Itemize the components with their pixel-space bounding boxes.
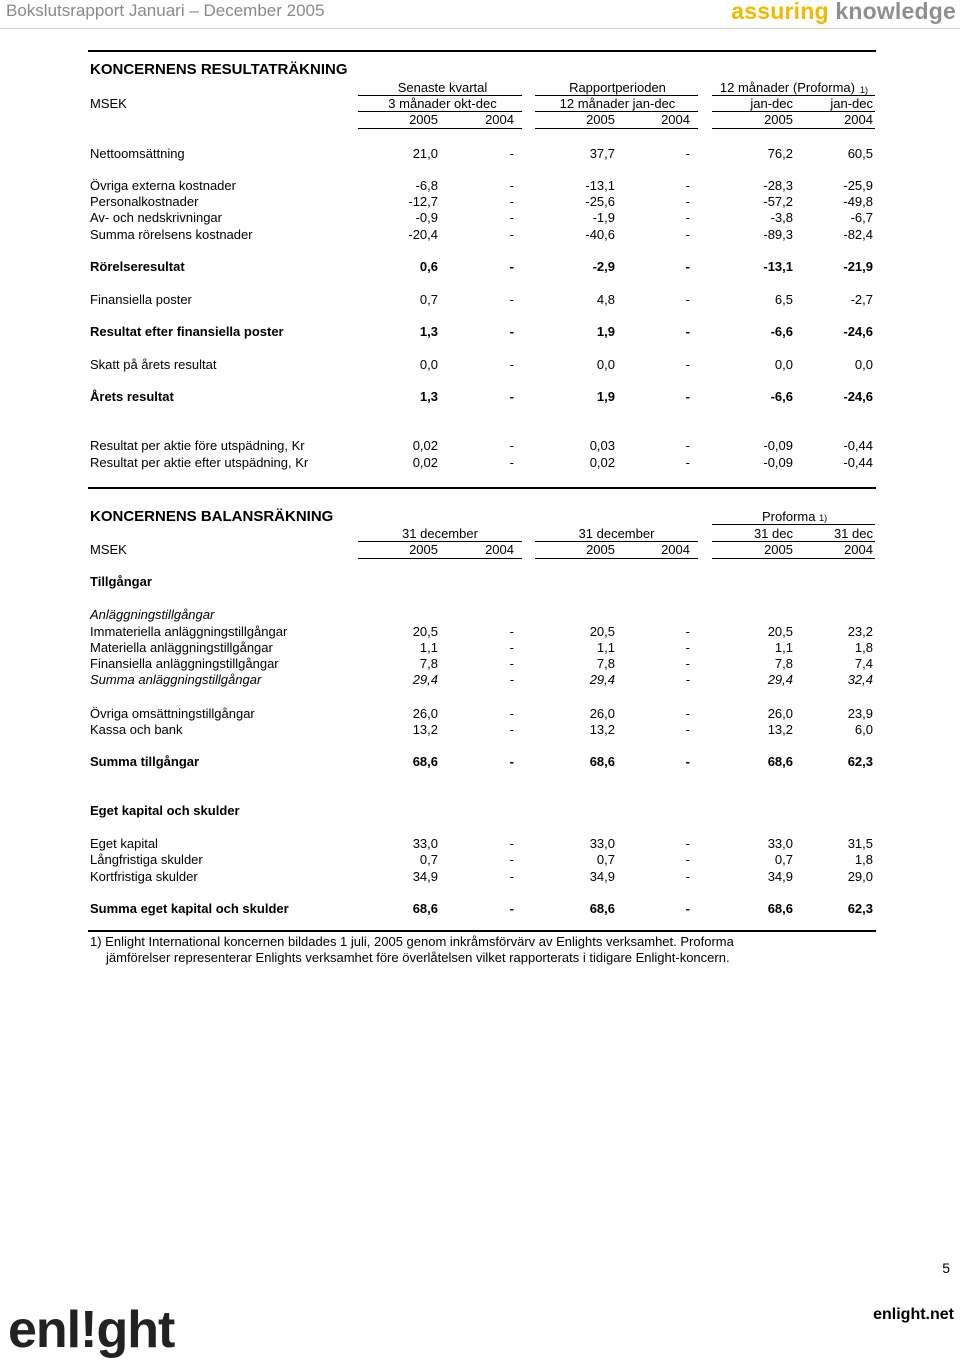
cell-value: 29,0 <box>847 869 873 884</box>
cell-value: 68,6 <box>412 901 438 916</box>
cell-value: - <box>685 722 690 737</box>
cell-value: 0,6 <box>419 259 438 274</box>
row-label: Summa anläggningstillgångar <box>90 672 262 687</box>
cell-value: -2,7 <box>850 292 873 307</box>
page-number: 5 <box>942 1260 950 1276</box>
cell-value: -6,6 <box>770 389 793 404</box>
row-label: Personalkostnader <box>90 194 199 209</box>
row-label: Resultat efter finansiella poster <box>90 324 284 339</box>
cell-value: 33,0 <box>767 836 793 851</box>
cell-value: 20,5 <box>767 624 793 639</box>
cell-value: -2,9 <box>592 259 615 274</box>
cell-value: 23,2 <box>847 624 873 639</box>
cell-value: - <box>685 852 690 867</box>
cell-value: -89,3 <box>763 227 793 242</box>
row-label: Resultat per aktie efter utspädning, Kr <box>90 455 309 470</box>
year-header: 2005 <box>764 112 793 127</box>
cell-value: - <box>509 624 514 639</box>
cell-value: - <box>509 357 514 372</box>
income-top-rule <box>88 50 876 52</box>
income-period-proforma-2004: jan-dec <box>830 96 873 111</box>
row-label: Immateriella anläggningstillgångar <box>90 624 288 639</box>
table-row <box>0 869 960 885</box>
table-row <box>0 389 960 405</box>
cell-value: -25,9 <box>843 178 873 193</box>
income-group-proforma: 12 månader (Proforma) <box>719 80 855 95</box>
year-header: 2005 <box>764 542 793 557</box>
row-label: Resultat per aktie före utspädning, Kr <box>90 438 305 453</box>
row-label: Kortfristiga skulder <box>90 869 198 884</box>
cell-value: 1,1 <box>419 640 438 655</box>
table-row <box>0 178 960 194</box>
cell-value: 76,2 <box>767 146 793 161</box>
table-row <box>0 640 960 656</box>
fixed-assets-heading: Anläggningstillgångar <box>90 607 215 622</box>
cell-value: 68,6 <box>589 901 615 916</box>
cell-value: - <box>509 227 514 242</box>
brand-tagline-first: assuring <box>731 0 829 24</box>
cell-value: -49,8 <box>843 194 873 209</box>
cell-value: 32,4 <box>847 672 873 687</box>
cell-value: 7,8 <box>419 656 438 671</box>
table-row <box>0 754 960 770</box>
cell-value: -6,6 <box>770 324 793 339</box>
cell-value: 68,6 <box>589 754 615 769</box>
cell-value: - <box>685 901 690 916</box>
cell-value: 1,9 <box>596 324 615 339</box>
cell-value: - <box>509 836 514 851</box>
cell-value: 26,0 <box>412 706 438 721</box>
year-header: 2005 <box>409 542 438 557</box>
cell-value: - <box>509 210 514 225</box>
cell-value: 34,9 <box>589 869 615 884</box>
cell-value: 0,0 <box>854 357 873 372</box>
table-row <box>0 624 960 640</box>
cell-value: -12,7 <box>408 194 438 209</box>
cell-value: - <box>509 178 514 193</box>
income-unit: MSEK <box>90 96 127 111</box>
balance-date-period: 31 december <box>578 526 655 541</box>
cell-value: 4,8 <box>596 292 615 307</box>
cell-value: - <box>509 869 514 884</box>
cell-value: 0,02 <box>412 455 438 470</box>
cell-value: - <box>685 754 690 769</box>
cell-value: - <box>509 640 514 655</box>
income-year-rule-3 <box>712 128 875 129</box>
cell-value: - <box>509 292 514 307</box>
year-header: 2004 <box>485 112 514 127</box>
balance-proforma-rule <box>712 524 875 525</box>
cell-value: - <box>509 722 514 737</box>
footnote-line-1: 1) Enlight International koncernen bildades 1 juli, 2005 genom inkråmsförvärv av Enlights verksamhet. Proforma <box>90 934 734 949</box>
cell-value: - <box>509 706 514 721</box>
table-row <box>0 901 960 917</box>
cell-value: -21,9 <box>843 259 873 274</box>
cell-value: - <box>509 438 514 453</box>
row-label: Nettoomsättning <box>90 146 185 161</box>
balance-proforma-text: Proforma <box>762 509 816 524</box>
cell-value: 0,0 <box>419 357 438 372</box>
cell-value: 13,2 <box>767 722 793 737</box>
cell-value: 68,6 <box>412 754 438 769</box>
cell-value: - <box>685 438 690 453</box>
balance-date-proforma-2005: 31 dec <box>753 526 793 541</box>
cell-value: 33,0 <box>589 836 615 851</box>
cell-value: -0,44 <box>843 438 873 453</box>
cell-value: - <box>685 292 690 307</box>
cell-value: 13,2 <box>412 722 438 737</box>
cell-value: - <box>685 194 690 209</box>
cell-value: 1,1 <box>774 640 793 655</box>
cell-value: 7,8 <box>596 656 615 671</box>
cell-value: 7,4 <box>854 656 873 671</box>
table-row <box>0 852 960 868</box>
income-group-footnote-mark: 1) <box>860 85 869 95</box>
cell-value: -6,7 <box>850 210 873 225</box>
cell-value: -3,8 <box>770 210 793 225</box>
year-header: 2005 <box>586 112 615 127</box>
balance-proforma-footnote-mark: 1) <box>819 513 828 523</box>
table-row <box>0 324 960 340</box>
cell-value: - <box>685 227 690 242</box>
balance-date-quarter: 31 december <box>402 526 478 541</box>
cell-value: 1,9 <box>596 389 615 404</box>
cell-value: -13,1 <box>585 178 615 193</box>
cell-value: - <box>685 324 690 339</box>
table-row <box>0 292 960 308</box>
row-label: Kassa och bank <box>90 722 183 737</box>
income-group-period: Rapportperioden <box>569 80 666 95</box>
cell-value: -1,9 <box>592 210 615 225</box>
cell-value: 26,0 <box>767 706 793 721</box>
cell-value: 33,0 <box>412 836 438 851</box>
cell-value: -0,9 <box>415 210 438 225</box>
cell-value: -25,6 <box>585 194 615 209</box>
income-period-quarter: 3 månader okt-dec <box>388 96 497 111</box>
row-label: Av- och nedskrivningar <box>90 210 222 225</box>
cell-value: 0,7 <box>596 852 615 867</box>
row-label: Långfristiga skulder <box>90 852 203 867</box>
cell-value: 20,5 <box>589 624 615 639</box>
enlight-logo: enl!ght <box>8 1301 175 1359</box>
year-header: 2004 <box>661 542 690 557</box>
table-row <box>0 194 960 210</box>
cell-value: - <box>685 146 690 161</box>
row-label: Övriga omsättningstillgångar <box>90 706 255 721</box>
cell-value: - <box>509 901 514 916</box>
income-year-header <box>0 112 960 128</box>
cell-value: -24,6 <box>843 389 873 404</box>
cell-value: - <box>685 455 690 470</box>
cell-value: 20,5 <box>412 624 438 639</box>
footnote-line-2: jämförelser representerar Enlights verksamhet före överlåtelsen vilket rapporterats i tidigare Enlight-koncern. <box>106 950 730 965</box>
equity-heading: Eget kapital och skulder <box>90 803 240 818</box>
balance-year-rule-2 <box>535 558 698 559</box>
balance-date-proforma-2004: 31 dec <box>833 526 873 541</box>
cell-value: 6,0 <box>854 722 873 737</box>
cell-value: - <box>685 656 690 671</box>
assets-heading: Tillgångar <box>90 574 152 589</box>
document-header-title: Bokslutsrapport Januari – December 2005 <box>6 1 325 20</box>
row-label: Materiella anläggningstillgångar <box>90 640 273 655</box>
row-label: Övriga externa kostnader <box>90 178 236 193</box>
cell-value: 62,3 <box>847 901 873 916</box>
balance-bottom-rule <box>88 930 876 932</box>
cell-value: 0,7 <box>419 292 438 307</box>
cell-value: 1,3 <box>419 324 438 339</box>
cell-value: 34,9 <box>767 869 793 884</box>
balance-unit: MSEK <box>90 542 127 557</box>
cell-value: 31,5 <box>847 836 873 851</box>
cell-value: 0,0 <box>596 357 615 372</box>
table-row <box>0 357 960 373</box>
cell-value: 68,6 <box>767 754 793 769</box>
cell-value: - <box>509 672 514 687</box>
cell-value: 0,7 <box>419 852 438 867</box>
cell-value: 68,6 <box>767 901 793 916</box>
cell-value: -0,09 <box>763 455 793 470</box>
balance-top-rule <box>88 487 876 489</box>
balance-title: KONCERNENS BALANSRÄKNING <box>90 508 334 525</box>
income-title: KONCERNENS RESULTATRÄKNING <box>90 61 348 78</box>
table-row <box>0 227 960 243</box>
cell-value: 13,2 <box>589 722 615 737</box>
balance-year-header <box>0 542 960 558</box>
table-row <box>0 706 960 722</box>
cell-value: -28,3 <box>763 178 793 193</box>
cell-value: 29,4 <box>589 672 615 687</box>
cell-value: - <box>509 852 514 867</box>
income-period-proforma-2005: jan-dec <box>750 96 793 111</box>
cell-value: - <box>685 178 690 193</box>
cell-value: 0,03 <box>589 438 615 453</box>
row-label: Summa tillgångar <box>90 754 200 769</box>
cell-value: 1,8 <box>854 852 873 867</box>
cell-value: - <box>685 624 690 639</box>
cell-value: -0,44 <box>843 455 873 470</box>
cell-value: - <box>685 259 690 274</box>
cell-value: - <box>509 754 514 769</box>
income-year-rule-2 <box>535 128 698 129</box>
cell-value: 0,0 <box>774 357 793 372</box>
website-url: enlight.net <box>873 1306 954 1323</box>
row-label: Eget kapital <box>90 836 158 851</box>
row-label: Rörelseresultat <box>90 259 185 274</box>
row-label: Skatt på årets resultat <box>90 357 217 372</box>
table-row <box>0 656 960 672</box>
header-divider <box>0 28 960 29</box>
cell-value: 29,4 <box>767 672 793 687</box>
cell-value: 62,3 <box>847 754 873 769</box>
cell-value: - <box>685 357 690 372</box>
cell-value: - <box>509 455 514 470</box>
income-year-rule-1 <box>358 128 522 129</box>
balance-year-rule-1 <box>358 558 522 559</box>
table-row <box>0 722 960 738</box>
cell-value: -24,6 <box>843 324 873 339</box>
table-row <box>0 210 960 226</box>
cell-value: - <box>509 656 514 671</box>
cell-value: -40,6 <box>585 227 615 242</box>
cell-value: - <box>685 869 690 884</box>
cell-value: - <box>685 210 690 225</box>
cell-value: 1,3 <box>419 389 438 404</box>
table-row <box>0 259 960 275</box>
table-row <box>0 672 960 688</box>
cell-value: - <box>509 194 514 209</box>
table-row <box>0 438 960 454</box>
cell-value: - <box>685 389 690 404</box>
year-header: 2005 <box>409 112 438 127</box>
income-period-year: 12 månader jan-dec <box>559 96 676 111</box>
cell-value: 6,5 <box>774 292 793 307</box>
year-header: 2004 <box>485 542 514 557</box>
brand-tagline-second: knowledge <box>835 0 956 24</box>
cell-value: 7,8 <box>774 656 793 671</box>
row-label: Summa eget kapital och skulder <box>90 901 289 916</box>
cell-value: -13,1 <box>763 259 793 274</box>
cell-value: 23,9 <box>847 706 873 721</box>
cell-value: -57,2 <box>763 194 793 209</box>
cell-value: -82,4 <box>843 227 873 242</box>
cell-value: 0,02 <box>412 438 438 453</box>
row-label: Summa rörelsens kostnader <box>90 227 253 242</box>
brand-tagline-logo <box>731 0 956 25</box>
income-group-quarter: Senaste kvartal <box>397 80 488 95</box>
cell-value: 0,7 <box>774 852 793 867</box>
cell-value: - <box>509 324 514 339</box>
row-label: Finansiella anläggningstillgångar <box>90 656 279 671</box>
row-label: Årets resultat <box>90 389 174 404</box>
balance-year-rule-3 <box>712 558 875 559</box>
year-header: 2004 <box>844 542 873 557</box>
cell-value: - <box>685 672 690 687</box>
cell-value: 21,0 <box>412 146 438 161</box>
cell-value: - <box>509 389 514 404</box>
cell-value: -20,4 <box>408 227 438 242</box>
cell-value: - <box>685 836 690 851</box>
cell-value: 60,5 <box>847 146 873 161</box>
year-header: 2004 <box>661 112 690 127</box>
cell-value: 1,8 <box>854 640 873 655</box>
cell-value: -0,09 <box>763 438 793 453</box>
cell-value: 0,02 <box>589 455 615 470</box>
cell-value: 34,9 <box>412 869 438 884</box>
table-row <box>0 146 960 162</box>
table-row <box>0 836 960 852</box>
cell-value: - <box>685 706 690 721</box>
cell-value: - <box>685 640 690 655</box>
row-label: Finansiella poster <box>90 292 192 307</box>
cell-value: -6,8 <box>415 178 438 193</box>
cell-value: 26,0 <box>589 706 615 721</box>
cell-value: - <box>509 146 514 161</box>
year-header: 2005 <box>586 542 615 557</box>
cell-value: 37,7 <box>589 146 615 161</box>
cell-value: 1,1 <box>596 640 615 655</box>
cell-value: - <box>509 259 514 274</box>
cell-value: 29,4 <box>412 672 438 687</box>
table-row <box>0 455 960 471</box>
year-header: 2004 <box>844 112 873 127</box>
